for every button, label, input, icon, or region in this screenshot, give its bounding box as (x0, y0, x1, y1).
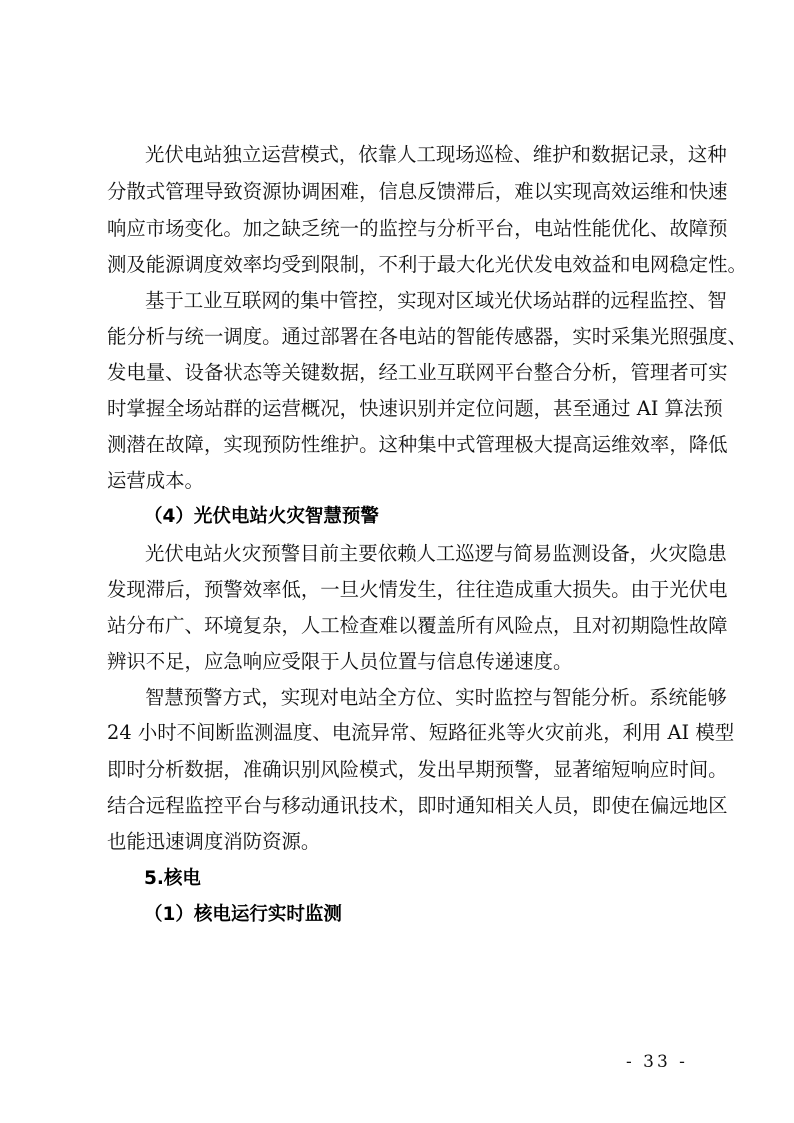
text-line: 运营成本。 (107, 469, 204, 492)
text-line: 智慧预警方式，实现对电站全方位、实时监控与智能分析。系统能够 (145, 686, 727, 709)
text-line: 光伏电站火灾预警目前主要依赖人工巡逻与简易监测设备，火灾隐患 (145, 542, 727, 565)
text-line: 即时分析数据，准确识别风险模式，发出早期预警，显著缩短响应时间。 (107, 758, 728, 781)
text-line: 结合远程监控平台与移动通讯技术，即时通知相关人员，即使在偏远地区 (107, 794, 728, 817)
text-line: 响应市场变化。加之缺乏统一的监控与分析平台，电站性能优化、故障预 (107, 217, 728, 240)
text-line: 发电量、设备状态等关键数据，经工业互联网平台整合分析，管理者可实 (107, 361, 728, 384)
section-heading: （4）光伏电站火灾智慧预警 (144, 506, 379, 527)
text-line: 发现滞后，预警效率低，一旦火情发生，往往造成重大损失。由于光伏电 (107, 578, 728, 601)
text-line: 光伏电站独立运营模式，依靠人工现场巡检、维护和数据记录，这种 (145, 143, 727, 166)
text-line: 站分布广、环境复杂，人工检查难以覆盖所有风险点，且对初期隐性故障 (107, 614, 728, 637)
text-line: 能分析与统一调度。通过部署在各电站的智能传感器，实时采集光照强度、 (107, 325, 747, 348)
chapter-heading: 5.核电 (144, 868, 201, 889)
text-line: 辨识不足，应急响应受限于人员位置与信息传递速度。 (107, 650, 573, 673)
text-line: 24 小时不间断监测温度、电流异常、短路征兆等火灾前兆，利用 AI 模型 (107, 721, 735, 744)
text-line: 时掌握全场站群的运营概况，快速识别并定位问题，甚至通过 AI 算法预 (107, 397, 723, 420)
section-heading: （1）核电运行实时监测 (144, 904, 342, 925)
text-line: 也能迅速调度消防资源。 (107, 830, 321, 853)
text-line: 测潜在故障，实现预防性维护。这种集中式管理极大提高运维效率，降低 (107, 433, 728, 456)
text-line: 基于工业互联网的集中管控，实现对区域光伏场站群的远程监控、智 (145, 289, 727, 312)
text-line: 测及能源调度效率均受到限制，不利于最大化光伏发电效益和电网稳定性。 (107, 253, 747, 276)
page-number: - 33 - (626, 1052, 688, 1072)
text-line: 分散式管理导致资源协调困难，信息反馈滞后，难以实现高效运维和快速 (107, 180, 728, 203)
